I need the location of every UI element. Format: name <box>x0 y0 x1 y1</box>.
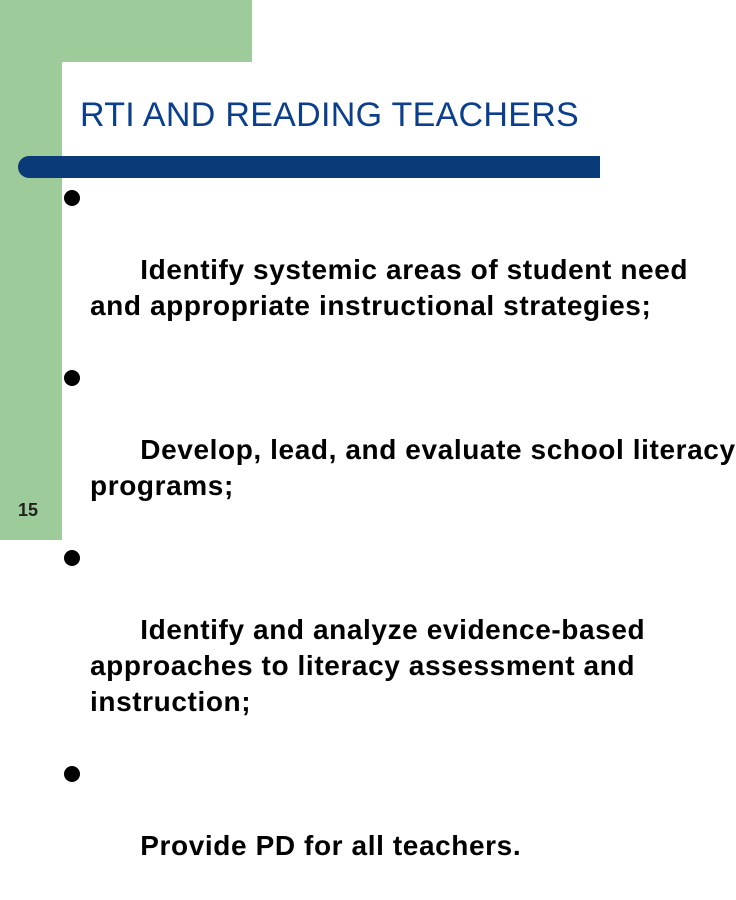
bullet-text: Develop, lead, and evaluate school literacy programs; <box>90 434 736 501</box>
bullet-list <box>62 180 736 900</box>
green-frame-left <box>0 0 62 540</box>
bullet-dot-icon <box>64 550 80 566</box>
title-underline-bar <box>18 156 600 178</box>
bullet-item <box>62 756 720 900</box>
slide-title: RTI AND READING TEACHERS <box>80 96 580 134</box>
bullet-text: Identify and analyze evidence-based approaches to literacy assessment and instruction; <box>90 614 646 717</box>
slide-number: 15 <box>18 500 39 520</box>
bullet-item <box>62 180 720 360</box>
bullet-dot-icon <box>64 190 80 206</box>
bullet-item <box>62 360 736 540</box>
bullet-item <box>62 540 720 756</box>
bullet-text: Provide PD for all teachers. <box>140 830 522 861</box>
bullet-dot-icon <box>64 766 80 782</box>
bullet-text: Identify systemic areas of student need and appropriate instructional strategies; <box>90 254 689 321</box>
bullet-dot-icon <box>64 370 80 386</box>
